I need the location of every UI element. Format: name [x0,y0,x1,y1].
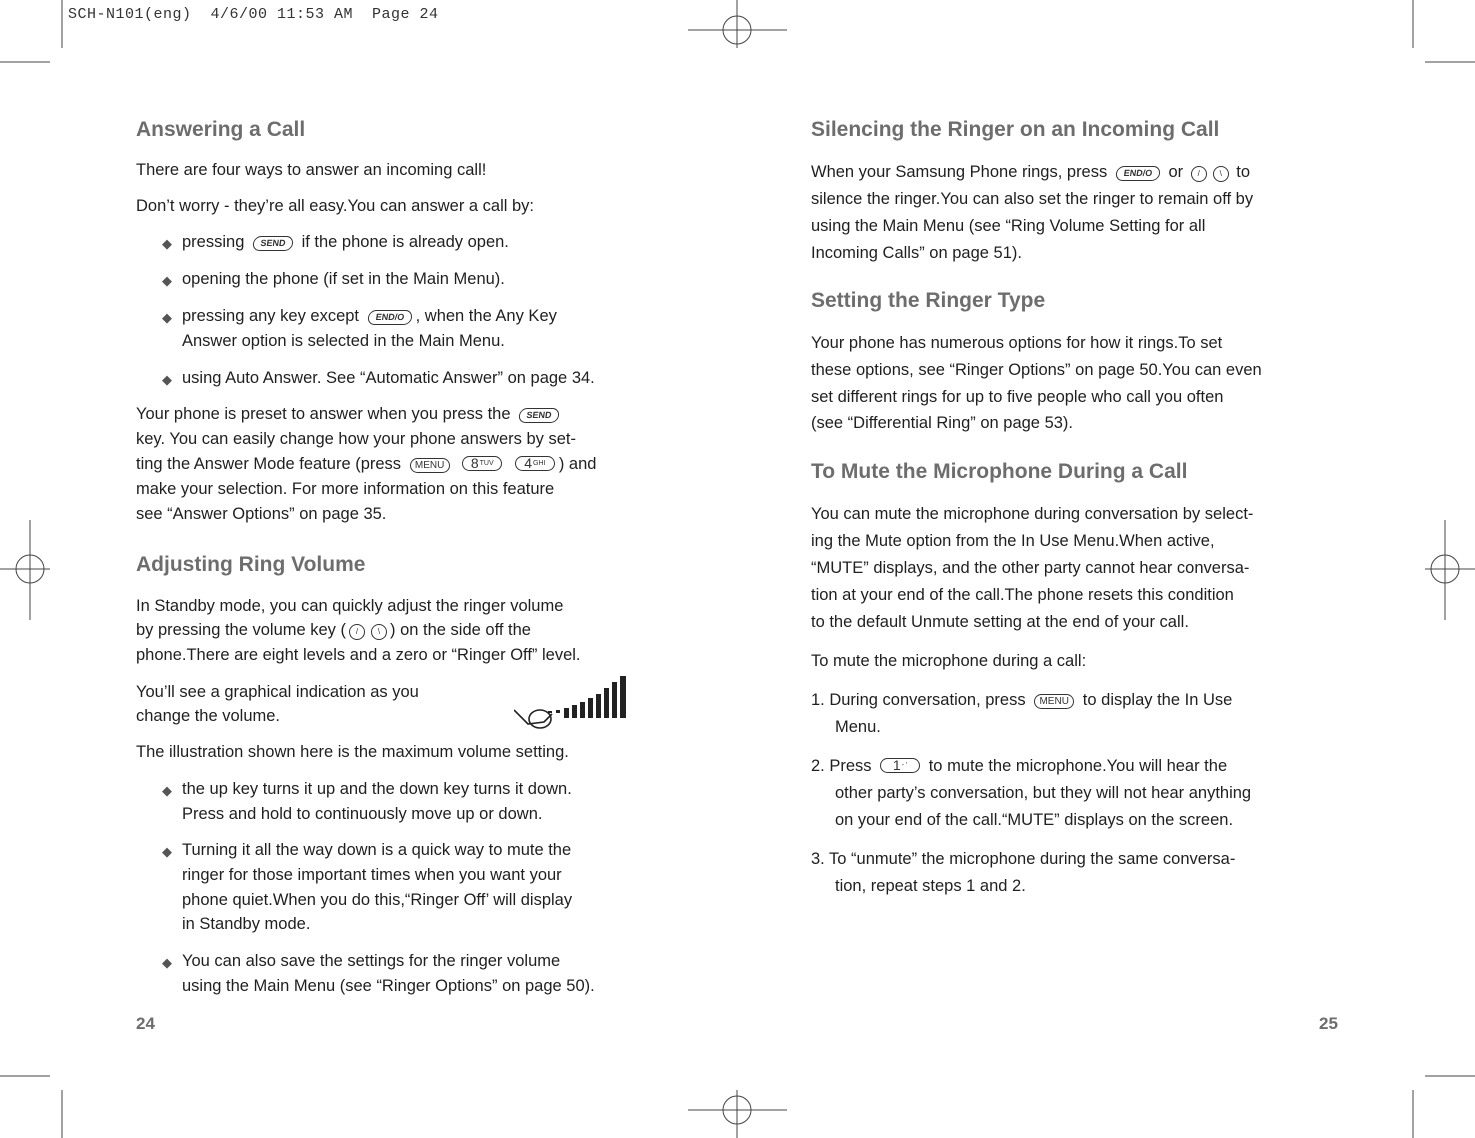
text-line: When your Samsung Phone rings, press END/O or / \ to [811,163,1251,181]
text-line: these options, see “Ringer Options” on page 50.You can even [811,361,1262,379]
text-line: To mute the microphone during a call: [811,652,1087,670]
bullet-diamond-icon: ◆ [162,955,172,970]
bullet-diamond-icon: ◆ [162,844,172,859]
text-line: Your phone is preset to answer when you press the SEND [136,402,563,427]
bullet-text: using the Main Menu (see “Ringer Options” on page 50). [182,977,595,995]
text-line: silence the ringer.You can also set the ringer to remain off by [811,190,1254,208]
bullet-text: pressing SEND if the phone is already open. [182,233,509,251]
volume-level-graphic [514,670,638,736]
registration-mark-top [688,0,787,48]
registration-mark-right [1425,520,1475,620]
bullet-text: using Auto Answer. See “Automatic Answer” on page 34. [182,369,595,387]
text-line: There are four ways to answer an incoming call! [136,161,487,179]
send-key-icon: SEND [252,236,294,251]
bullet-diamond-icon: ◆ [162,310,172,325]
text-line: tion at your end of the call.The phone resets this condition [811,586,1234,604]
volume-down-key-icon: \ [371,624,387,640]
bullet-diamond-icon: ◆ [162,273,172,288]
text-line: set different rings for up to five people who call you often [811,388,1224,406]
heading-setting-the-ringer-type: Setting the Ringer Type [811,289,1046,312]
bullet-text: Press and hold to continuously move up or down. [182,805,543,823]
key-1-icon: 1 - ' [880,758,920,773]
end-key-icon: END/O [367,310,413,325]
bullet-text: Answer option is selected in the Main Menu. [182,332,505,350]
step-3: 3. To “unmute” the microphone during the same conversa- [811,850,1236,868]
text-line: ing the Mute option from the In Use Menu.When active, [811,532,1215,550]
bullet-text: phone quiet.When you do this,“Ringer Off’ will display [182,891,573,909]
text-line: using the Main Menu (see “Ring Volume Setting for all [811,217,1206,235]
heading-answering-a-call: Answering a Call [136,118,306,141]
bullet-text: pressing any key except END/O , when the Any Key [182,307,557,325]
text-line: (see “Differential Ring” on page 53). [811,414,1074,432]
key-8-icon: 8 TUV [462,456,502,471]
text-line: “MUTE” displays, and the other party cannot hear conversa- [811,559,1250,577]
bullet-diamond-icon: ◆ [162,372,172,387]
text-line: to the default Unmute setting at the end of your call. [811,613,1189,631]
text-line: by pressing the volume key ( / \ ) on the side off the [136,621,531,639]
text-line: ting the Answer Mode feature (press MENU 8 TUV 4 GHI ) and [136,455,597,473]
text-line: phone.There are eight levels and a zero or “Ringer Off” level. [136,646,581,664]
text-line: You’ll see a graphical indication as you [136,683,419,701]
bullet-text: Turning it all the way down is a quick way to mute the [182,841,572,859]
page-number-right: 25 [1319,1014,1338,1033]
end-key-icon: END/O [1115,166,1161,181]
bullet-text: You can also save the settings for the ringer volume [182,952,561,970]
text-line: change the volume. [136,707,281,725]
menu-key-icon: MENU [410,458,450,473]
text-line: see “Answer Options” on page 35. [136,505,387,523]
step-3-continued: tion, repeat steps 1 and 2. [835,877,1026,895]
step-1-continued: Menu. [835,718,881,736]
bullet-diamond-icon: ◆ [162,783,172,798]
volume-up-key-icon: / [1191,166,1207,182]
volume-up-key-icon: / [349,624,365,640]
text-line: make your selection. For more information on this feature [136,480,555,498]
text-line: key. You can easily change how your phone answers by set- [136,430,576,448]
text-line: Incoming Calls” on page 51). [811,244,1022,262]
step-1: 1. During conversation, press MENU to display the In Use [811,691,1233,709]
text-line: You can mute the microphone during conversation by select- [811,505,1254,523]
bullet-text: the up key turns it up and the down key turns it down. [182,780,572,798]
registration-mark-left [0,520,50,620]
send-key-icon: SEND [518,408,560,423]
step-2-continued: other party’s conversation, but they will not hear anything [835,784,1252,802]
text-line: Your phone has numerous options for how it rings.To set [811,334,1223,352]
text-line: Don’t worry - they’re all easy.You can answer a call by: [136,197,535,215]
key-4-icon: 4 GHI [515,456,555,471]
text-line: In Standby mode, you can quickly adjust the ringer volume [136,597,564,615]
page-number-left: 24 [136,1014,155,1033]
print-header: SCH-N101(eng) 4/6/00 11:53 AM Page 24 [68,6,439,23]
registration-mark-bottom [688,1090,787,1138]
bullet-text: ringer for those important times when you want your [182,866,562,884]
heading-silencing-the-ringer: Silencing the Ringer on an Incoming Call [811,118,1220,141]
step-2: 2. Press 1 - ' to mute the microphone.You will hear the [811,757,1228,775]
text-line: The illustration shown here is the maximum volume setting. [136,743,569,761]
bullet-text: opening the phone (if set in the Main Menu). [182,270,505,288]
heading-adjusting-ring-volume: Adjusting Ring Volume [136,553,366,576]
menu-key-icon: MENU [1034,694,1074,709]
volume-down-key-icon: \ [1213,166,1229,182]
bullet-text: in Standby mode. [182,915,311,933]
step-2-continued: on your end of the call.“MUTE” displays on the screen. [835,811,1234,829]
bullet-diamond-icon: ◆ [162,236,172,251]
heading-mute-microphone: To Mute the Microphone During a Call [811,460,1188,483]
